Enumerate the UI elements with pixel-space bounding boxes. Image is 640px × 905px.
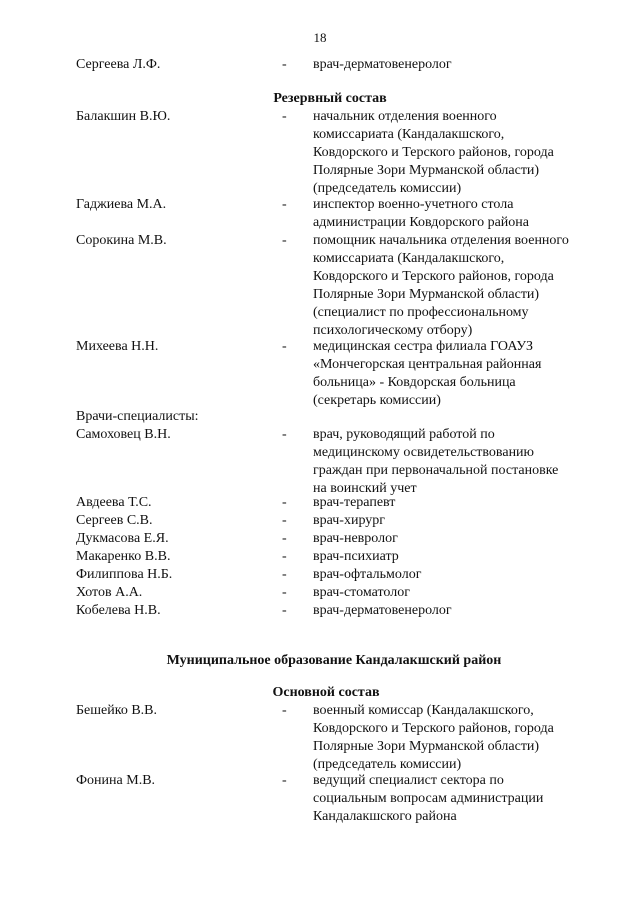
member-name: Сорокина М.В. [76, 233, 167, 248]
separator-dash: - [282, 585, 287, 600]
member-role [313, 512, 603, 530]
member-role [313, 426, 603, 498]
role-line: комиссариата (Кандалакшского, [313, 251, 505, 266]
specialists-label: Врачи-специалисты: [76, 409, 199, 424]
separator-dash: - [282, 703, 287, 718]
separator-dash: - [282, 603, 287, 618]
section-heading-reserve: Резервный состав [273, 91, 387, 106]
role-line: (председатель комиссии) [313, 757, 462, 772]
role-line: комиссариата (Кандалакшского, [313, 127, 505, 142]
separator-dash: - [282, 513, 287, 528]
role-line: военный комиссар (Кандалакшского, [313, 703, 534, 718]
separator-dash: - [282, 773, 287, 788]
separator-dash: - [282, 531, 287, 546]
member-name: Балакшин В.Ю. [76, 109, 171, 124]
role-line: на воинский учет [313, 481, 417, 496]
role-line: медицинская сестра филиала ГОАУЗ [313, 339, 533, 354]
member-name: Сергеева Л.Ф. [76, 57, 161, 72]
member-name: Михеева Н.Н. [76, 339, 159, 354]
role-line: ведущий специалист сектора по [313, 773, 504, 788]
member-role [313, 602, 603, 620]
role-line: Полярные Зори Мурманской области) [313, 287, 540, 302]
role-line: Ковдорского и Терского районов, города [313, 269, 554, 284]
member-role [313, 196, 603, 232]
role-line: Ковдорского и Терского районов, города [313, 721, 554, 736]
separator-dash: - [282, 197, 287, 212]
member-role [313, 56, 603, 74]
member-role [313, 566, 603, 584]
member-name: Гаджиева М.А. [76, 197, 167, 212]
role-line: Кандалакшского района [313, 809, 457, 824]
role-line: социальным вопросам администрации [313, 791, 544, 806]
separator-dash: - [282, 495, 287, 510]
role-line: Полярные Зори Мурманской области) [313, 163, 540, 178]
separator-dash: - [282, 427, 287, 442]
role-line: помощник начальника отделения военного [313, 233, 569, 248]
role-line: «Мончегорская центральная районная [313, 357, 542, 372]
role-line: администрации Ковдорского района [313, 215, 530, 230]
separator-dash: - [282, 233, 287, 248]
separator-dash: - [282, 567, 287, 582]
role-line: начальник отделения военного [313, 109, 497, 124]
role-line: врач-невролог [313, 531, 398, 546]
member-name: Фонина М.В. [76, 773, 156, 788]
member-name: Бешейко В.В. [76, 703, 158, 718]
page-number: 18 [313, 30, 327, 45]
role-line: врач-психиатр [313, 549, 399, 564]
role-line: медицинскому освидетельствованию [313, 445, 535, 460]
section-heading-main: Основной состав [272, 685, 380, 700]
role-line: больница» - Ковдорская больница [313, 375, 516, 390]
member-name: Авдеева Т.С. [76, 495, 152, 510]
separator-dash: - [282, 109, 287, 124]
role-line: (специалист по профессиональному [313, 305, 529, 320]
role-line: врач-стоматолог [313, 585, 410, 600]
member-name: Дукмасова Е.Я. [76, 531, 169, 546]
member-role [313, 772, 603, 826]
member-role [313, 584, 603, 602]
member-role [313, 702, 603, 774]
role-line: врач-терапевт [313, 495, 396, 510]
municipality-heading: Муниципальное образование Кандалакшский район [166, 653, 502, 668]
role-line: Ковдорского и Терского районов, города [313, 145, 554, 160]
separator-dash: - [282, 549, 287, 564]
member-role [313, 108, 603, 198]
member-name: Кобелева Н.В. [76, 603, 161, 618]
member-role [313, 338, 603, 410]
role-line: (секретарь комиссии) [313, 393, 441, 408]
member-role [313, 232, 603, 340]
role-line: врач-дерматовенеролог [313, 57, 452, 72]
role-line: врач-хирург [313, 513, 386, 528]
member-name: Самоховец В.Н. [76, 427, 171, 442]
member-role [313, 548, 603, 566]
role-line: (председатель комиссии) [313, 181, 462, 196]
member-name: Макаренко В.В. [76, 549, 171, 564]
role-line: Полярные Зори Мурманской области) [313, 739, 540, 754]
member-role [313, 530, 603, 548]
role-line: инспектор военно-учетного стола [313, 197, 514, 212]
member-role [313, 494, 603, 512]
member-name: Филиппова Н.Б. [76, 567, 173, 582]
role-line: граждан при первоначальной постановке [313, 463, 559, 478]
member-name: Сергеев С.В. [76, 513, 153, 528]
member-name: Хотов А.А. [76, 585, 143, 600]
role-line: врач-дерматовенеролог [313, 603, 452, 618]
separator-dash: - [282, 57, 287, 72]
role-line: врач-офтальмолог [313, 567, 422, 582]
role-line: психологическому отбору) [313, 323, 473, 338]
role-line: врач, руководящий работой по [313, 427, 495, 442]
separator-dash: - [282, 339, 287, 354]
